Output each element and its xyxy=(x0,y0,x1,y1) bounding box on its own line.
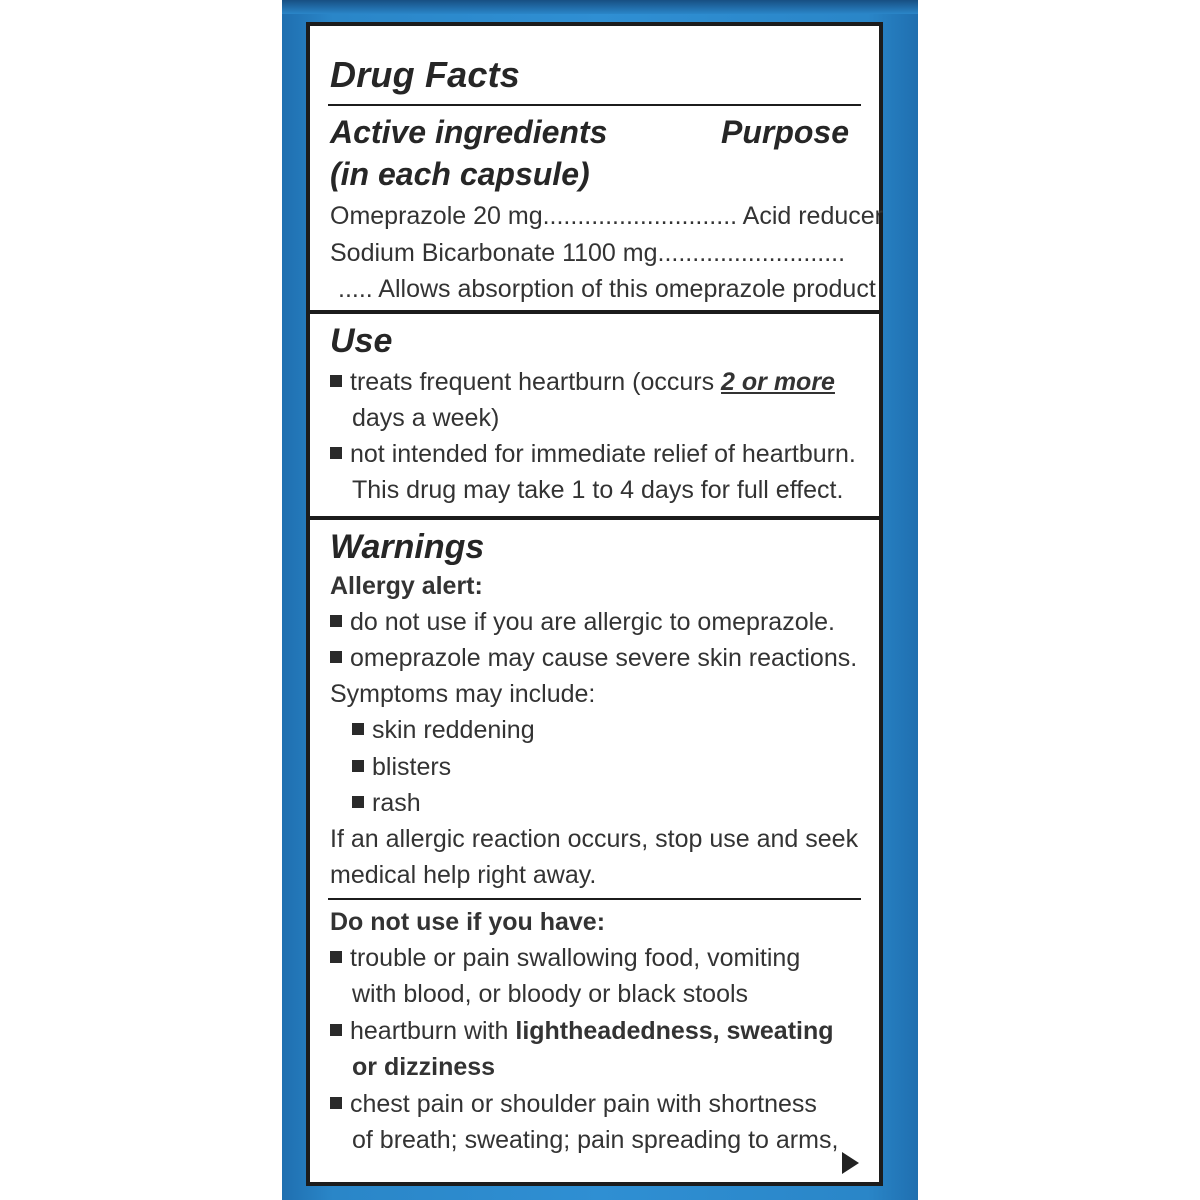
do-not-use-item-2-cont: or dizziness xyxy=(352,1053,496,1081)
active-ingredients-subheading: (in each capsule) xyxy=(330,156,590,192)
drug-facts-panel xyxy=(306,22,883,1186)
bullet-icon xyxy=(330,1024,342,1036)
allergy-alert-heading: Allergy alert: xyxy=(330,572,483,600)
use-heading: Use xyxy=(330,322,393,360)
symptoms-intro: Symptoms may include: xyxy=(330,680,596,708)
use-emphasis: 2 or more xyxy=(721,368,835,396)
do-not-use-emphasis: lightheadedness, sweating xyxy=(515,1017,834,1045)
active-ingredients-heading: Active ingredients xyxy=(330,114,608,150)
use-item-2: not intended for immediate relief of heartburn. xyxy=(330,440,856,469)
do-not-use-item-2: heartburn with lightheadedness, sweating xyxy=(330,1017,834,1046)
allergic-reaction-text: If an allergic reaction occurs, stop use and seek xyxy=(330,825,859,853)
do-not-use-item-1: trouble or pain swallowing food, vomiting xyxy=(330,944,800,973)
background-right xyxy=(918,0,1200,1200)
section-divider-use xyxy=(310,310,879,314)
drug-facts-title: Drug Facts xyxy=(330,54,521,95)
bullet-icon xyxy=(352,760,364,772)
ingredient-sodium-bicarbonate: Sodium Bicarbonate 1100 mg........................... xyxy=(330,239,846,267)
use-item-1-cont: days a week) xyxy=(352,404,500,432)
do-not-use-heading: Do not use if you have: xyxy=(330,908,606,936)
do-not-use-item-1-cont: with blood, or bloody or black stools xyxy=(352,980,749,1008)
bullet-icon xyxy=(330,447,342,459)
ingredient-purpose-absorption: ..... Allows absorption of this omeprazole product xyxy=(338,275,876,303)
bullet-icon xyxy=(330,375,342,387)
do-not-use-item-3: chest pain or shoulder pain with shortness xyxy=(330,1090,817,1119)
allergy-item-1: do not use if you are allergic to omeprazole. xyxy=(330,608,835,637)
package-top-edge xyxy=(282,0,918,14)
section-divider-warnings xyxy=(310,516,879,520)
allergy-item-2: omeprazole may cause severe skin reactions. xyxy=(330,644,857,673)
bullet-icon xyxy=(330,615,342,627)
bullet-icon xyxy=(330,1097,342,1109)
use-item-1: treats frequent heartburn (occurs 2 or more xyxy=(330,368,835,397)
background-left xyxy=(0,0,282,1200)
warnings-subdivider xyxy=(328,898,861,900)
bullet-icon xyxy=(330,951,342,963)
title-divider xyxy=(328,104,861,106)
allergic-reaction-text-cont: medical help right away. xyxy=(330,861,597,889)
do-not-use-item-3-cont: of breath; sweating; pain spreading to arms, xyxy=(352,1126,839,1154)
triangle-right-icon xyxy=(842,1152,859,1174)
bullet-icon xyxy=(330,651,342,663)
symptom-item: blisters xyxy=(352,753,451,782)
ingredient-omeprazole: Omeprazole 20 mg............................ Acid reducer xyxy=(330,202,883,230)
symptom-item: skin reddening xyxy=(352,716,535,745)
symptom-item: rash xyxy=(352,789,421,818)
bullet-icon xyxy=(352,796,364,808)
warnings-heading: Warnings xyxy=(330,528,485,566)
purpose-heading: Purpose xyxy=(720,114,849,150)
use-item-2-cont: This drug may take 1 to 4 days for full effect. xyxy=(352,476,844,504)
bullet-icon xyxy=(352,723,364,735)
